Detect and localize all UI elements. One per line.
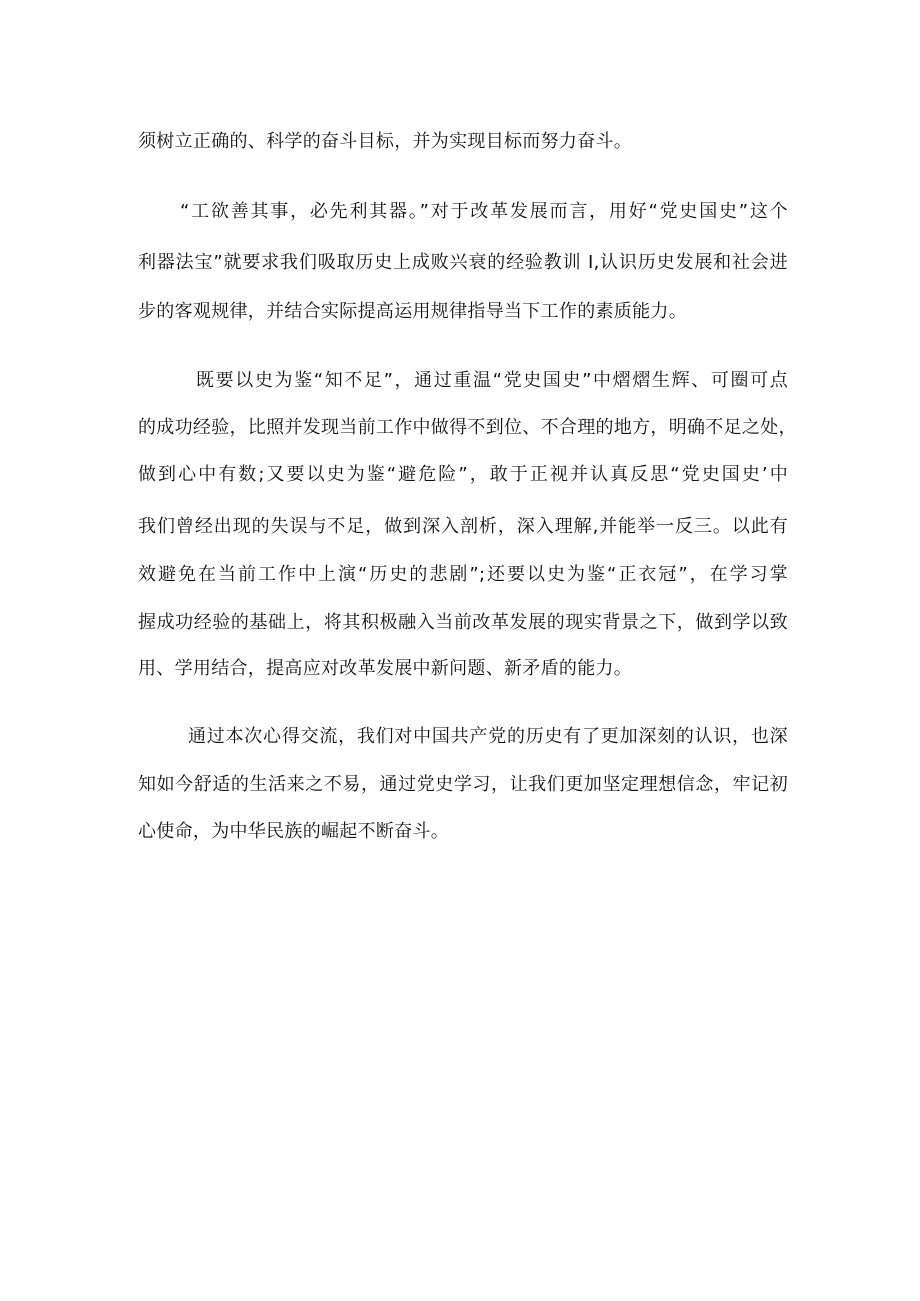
paragraph-3-line-6: 握成功经验的基础上，将其积极融入当前改革发展的现实背景之下，做到学以致 <box>138 612 788 633</box>
paragraph-2-line-3: 步的客观规律，并结合实际提高运用规律指导当下工作的素质能力。 <box>138 301 687 322</box>
paragraph-4-line-1: 通过本次心得交流，我们对中国共产党的历史有了更加深刻的认识，也深 <box>188 726 788 747</box>
paragraph-3-line-3: 做到心中有数;又要以史为鉴“避危险”，敢于正视并认真反思“党史国史’中 <box>138 464 788 485</box>
paragraph-3-line-4: 我们曾经出现的失误与不足，做到深入剖析，深入理解,并能举一反三。以此有 <box>138 516 788 537</box>
paragraph-3-line-7: 用、学用结合，提高应对改革发展中新问题、新矛盾的能力。 <box>138 658 633 679</box>
paragraph-2-line-2: 利器法宝”就要求我们吸取历史上成败兴衰的经验教训 I,认识历史发展和社会进 <box>138 252 788 273</box>
paragraph-4-line-3: 心使命，为中华民族的崛起不断奋斗。 <box>138 821 450 842</box>
paragraph-3-line-1: 既要以史为鉴“知不足”，通过重温“党史国史”中熠熠生辉、可圈可点 <box>196 370 788 391</box>
paragraph-3-line-2: 的成功经验，比照并发现当前工作中做得不到位、不合理的地方，明确不足之处， <box>138 417 797 438</box>
paragraph-1-line-1: 须树立正确的、科学的奋斗目标，并为实现目标而努力奋斗。 <box>138 131 633 152</box>
paragraph-3-line-5: 效避免在当前工作中上演“历史的悲剧”;还要以史为鉴“正衣冠”，在学习掌 <box>138 564 788 585</box>
paragraph-2-line-1: “工欲善其事，必先利其器。”对于改革发展而言，用好“党史国史”这个 <box>180 201 788 222</box>
paragraph-4-line-2: 知如今舒适的生活来之不易，通过党史学习，让我们更加坚定理想信念，牢记初 <box>138 774 788 795</box>
